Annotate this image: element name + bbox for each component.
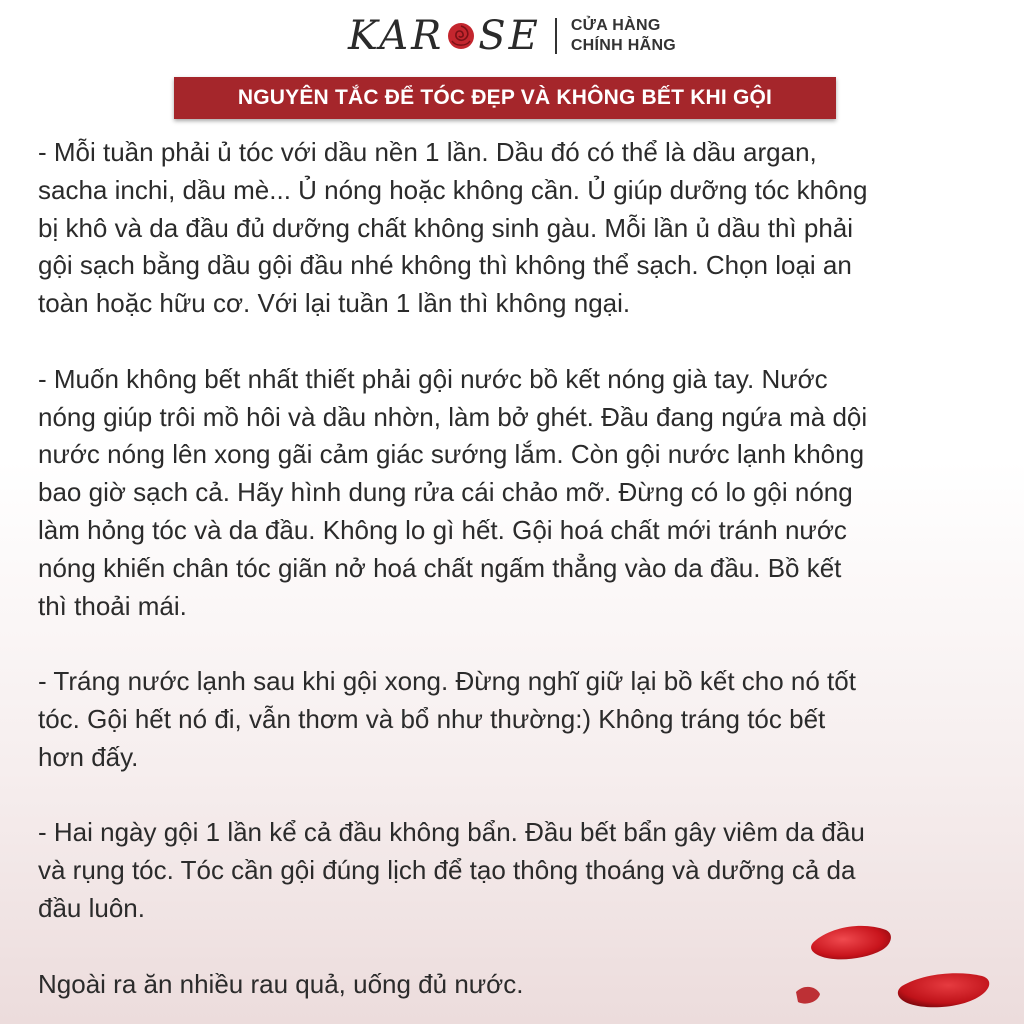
brand-header — [0, 8, 1024, 64]
text-line: gội sạch bằng dầu gội đầu nhé không thì không thể sạch. Chọn loại an — [38, 250, 852, 281]
text-line: Ngoài ra ăn nhiều rau quả, uống đủ nước. — [38, 968, 524, 999]
text-line: toàn hoặc hữu cơ. Với lại tuần 1 lần thì không ngại. — [38, 288, 631, 319]
text-line: sacha inchi, dầu mè... Ủ nóng hoặc không cần. Ủ giúp dưỡng tóc không — [38, 174, 868, 205]
page-title: NGUYÊN TẮC ĐỂ TÓC ĐẸP VÀ KHÔNG BẾT KHI GỘI — [237, 86, 773, 109]
text-line: - Hai ngày gội 1 lần kể cả đầu không bẩn. Đầu bết bẩn gây viêm da đầu — [38, 817, 865, 848]
article-body — [38, 134, 998, 1003]
petal-icon — [796, 987, 820, 1004]
rose-icon — [446, 21, 476, 51]
text-line: bao giờ sạch cả. Hãy hình dung rửa cái chảo mỡ. Đừng có lo gội nóng — [38, 477, 853, 508]
tagline-line-1: CỬA HÀNG — [570, 17, 661, 34]
paragraph-gap — [38, 777, 998, 815]
logo-text-right: SE — [478, 13, 541, 59]
rose-petals-decoration — [794, 904, 1024, 1024]
paragraph-gap — [38, 323, 998, 361]
text-line: thì thoải mái. — [38, 590, 187, 621]
text-line: - Mỗi tuần phải ủ tóc với dầu nền 1 lần. Dầu đó có thể là dầu argan, — [38, 137, 817, 167]
text-line: nước nóng lên xong gãi cảm giác sướng lắm. Còn gội nước lạnh không — [38, 439, 865, 470]
text-line: và rụng tóc. Tóc cần gội đúng lịch để tạo thông thoáng và dưỡng cả da — [38, 855, 856, 886]
paragraph-1 — [38, 134, 998, 323]
tagline-line-2: CHÍNH HÃNG — [570, 37, 677, 54]
text-line: đầu luôn. — [38, 892, 145, 923]
text-line: nóng khiến chân tóc giãn nở hoá chất ngấm thẳng vào da đầu. Bồ kết — [38, 552, 842, 583]
logo-text-left: KAR — [347, 13, 445, 59]
title-banner — [174, 77, 836, 119]
petal-icon — [811, 926, 891, 959]
petal-icon — [898, 973, 989, 1007]
text-line: làm hỏng tóc và da đầu. Không lo gì hết. Gội hoá chất mới tránh nước — [38, 514, 847, 545]
paragraph-2 — [38, 361, 998, 626]
text-line: - Tráng nước lạnh sau khi gội xong. Đừng nghĩ giữ lại bồ kết cho nó tốt — [38, 666, 856, 697]
paragraph-gap — [38, 625, 998, 663]
text-line: tóc. Gội hết nó đi, vẫn thơm và bổ như thường:) Không tráng tóc bết — [38, 703, 826, 734]
text-line: bị khô và da đầu đủ dưỡng chất không sinh gàu. Mỗi lần ủ dầu thì phải — [38, 212, 854, 243]
store-tagline — [571, 16, 676, 56]
text-line: hơn đấy. — [38, 741, 139, 772]
text-line: nóng giúp trôi mồ hôi và dầu nhờn, làm bở ghét. Đầu đang ngứa mà dội — [38, 401, 868, 432]
text-line: - Muốn không bết nhất thiết phải gội nước bồ kết nóng già tay. Nước — [38, 363, 828, 394]
karose-logo — [347, 13, 541, 59]
header-divider — [555, 18, 557, 54]
paragraph-3 — [38, 663, 998, 776]
